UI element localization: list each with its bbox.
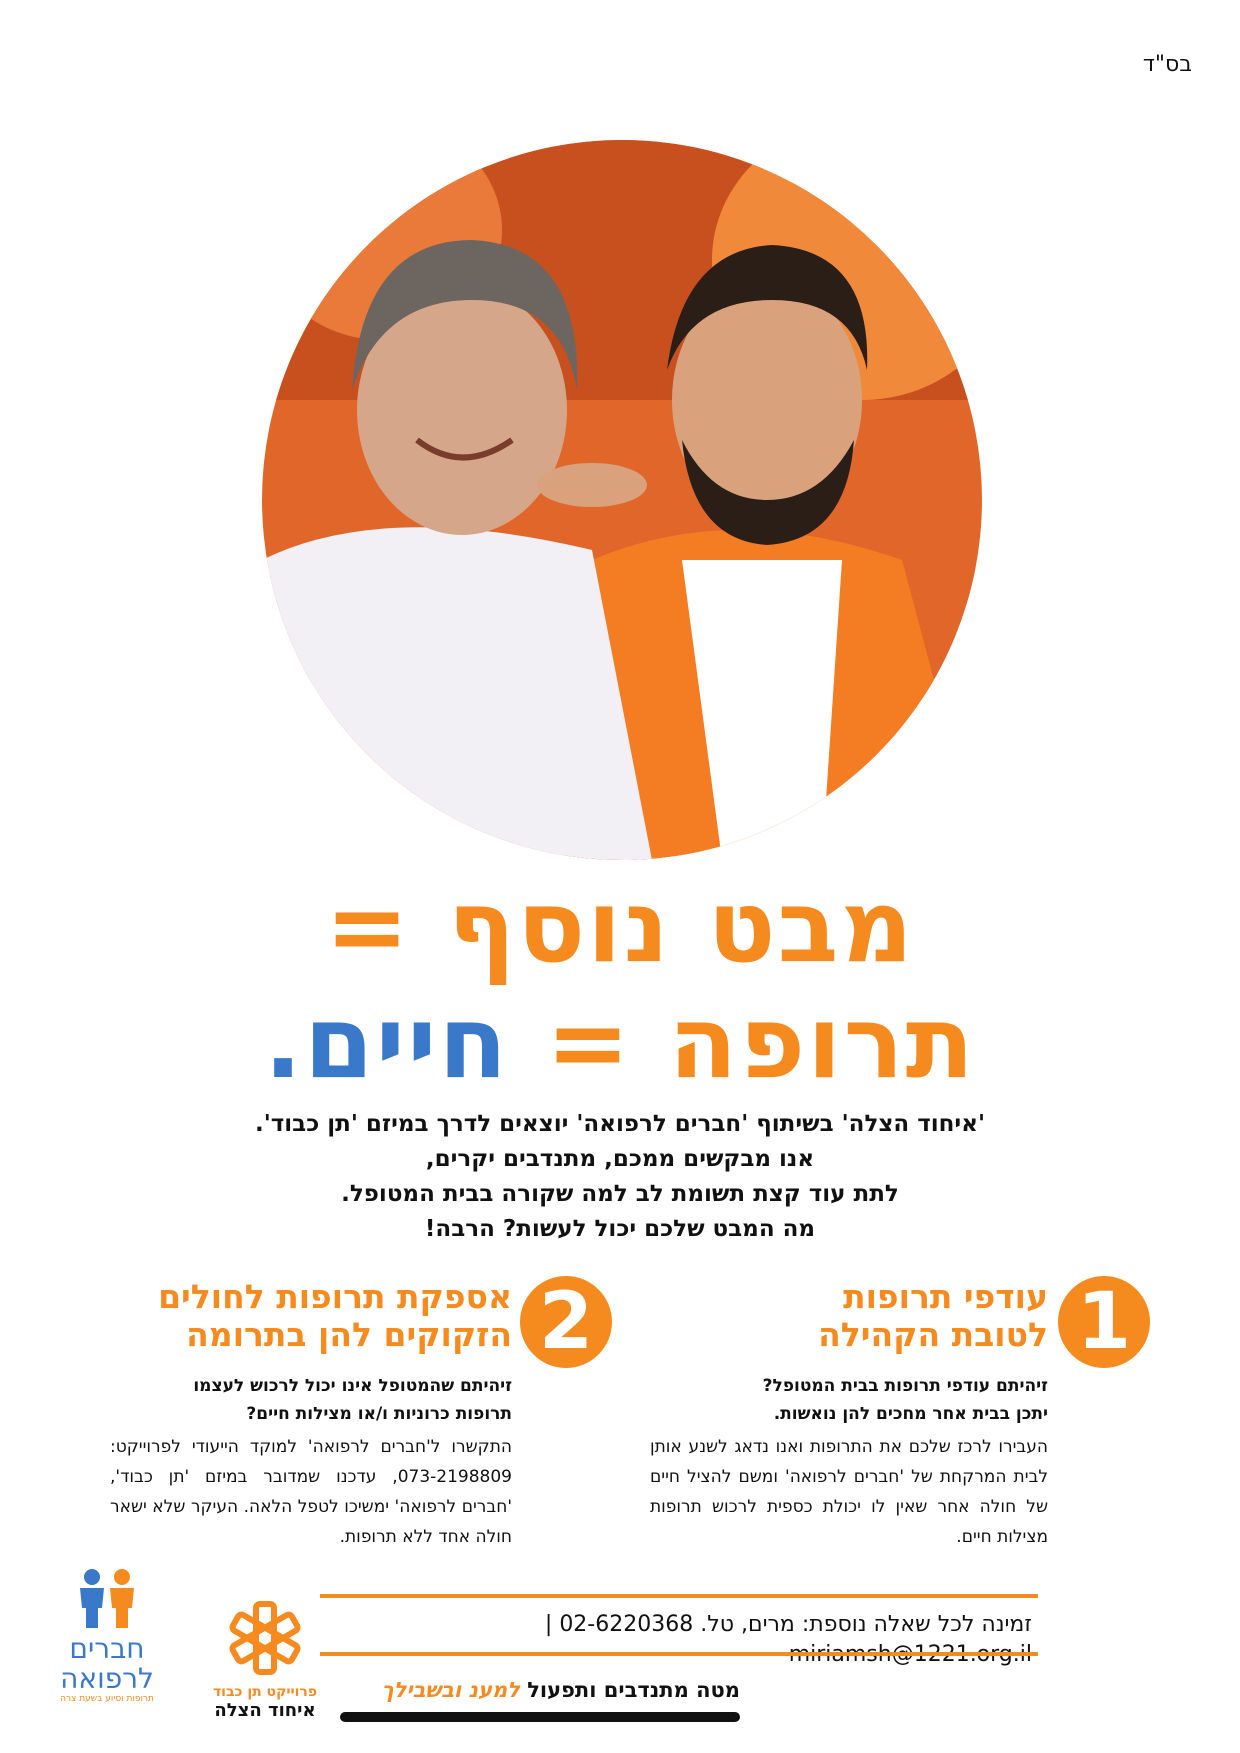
tagline xyxy=(360,1678,740,1702)
logo-org-name: איחוד הצלה xyxy=(214,1700,316,1721)
headline-life: חיים. xyxy=(264,984,510,1101)
star-of-life-icon xyxy=(210,1600,320,1680)
header-mark: בס"ד xyxy=(1142,52,1192,77)
section2-body: התקשרו ל'חברים לרפואה' למוקד הייעודי לפרוייקט: 073-2198809, עדכנו שמדובר במיזם 'תן כבוד', 'חברים לרפואה' ימשיכו לטפל הלאה. העיקר שלא ישאר חולה אחד ללא תרופות. xyxy=(110,1437,512,1547)
section2-title-line: אספקת תרופות לחולים xyxy=(158,1277,512,1316)
logo-project-name: פרוייקט תן כבוד xyxy=(212,1684,318,1700)
ichud-hatzala-logo xyxy=(210,1600,320,1721)
section2-question: זיהיתם שהמטופל אינו יכול לרכוש לעצמו xyxy=(193,1376,512,1396)
tagline-highlight: למענ ובשבילך xyxy=(381,1678,520,1702)
section1-number-badge: 1 xyxy=(1058,1276,1150,1368)
tagline-prefix: מטה מתנדבים ותפעול xyxy=(527,1678,740,1702)
section1-title-line: עודפי תרופות xyxy=(843,1277,1048,1316)
volunteers-photo xyxy=(262,140,982,860)
intro-line: 'איחוד הצלה' בשיתוף 'חברים לרפואה' יוצאים לדרך במיזם 'תן כבוד'. xyxy=(254,1111,985,1137)
section1-title xyxy=(700,1278,1048,1354)
logo-left-line1: חברים xyxy=(69,1632,145,1665)
intro-line: לתת עוד קצת תשומת לב למה שקורה בבית המטופל. xyxy=(341,1181,899,1207)
intro-line: מה המבט שלכם יכול לעשות? הרבה! xyxy=(424,1216,816,1242)
section2-title xyxy=(110,1278,512,1354)
contact-rule-bottom xyxy=(320,1652,1038,1656)
section1-question: זיהיתם עודפי תרופות בבית המטופל? xyxy=(762,1376,1048,1396)
logo-left-line2: לרפואה xyxy=(60,1662,154,1695)
logo-left-line3: תרופות וסיוע בשעת צרה xyxy=(60,1694,154,1704)
section1-question: יתכן בבית אחר מחכים להן נואשות. xyxy=(773,1404,1048,1424)
section2-title-line: הזקוקים להן בתרומה xyxy=(186,1315,512,1354)
headline-line1: מבט נוסף = xyxy=(325,868,915,985)
section2-number-badge: 2 xyxy=(520,1276,612,1368)
section1-title-line: לטובת הקהילה xyxy=(818,1315,1048,1354)
people-icon xyxy=(52,1568,162,1630)
section2-question: תרופות כרוניות ו/או מצילות חיים? xyxy=(246,1404,512,1424)
section2-content xyxy=(110,1372,512,1552)
intro-line: אנו מבקשים ממכם, מתנדבים יקרים, xyxy=(425,1146,815,1172)
contact-rule-top xyxy=(320,1594,1038,1598)
chaverim-lerefua-logo xyxy=(52,1568,162,1704)
intro-text xyxy=(170,1107,1070,1247)
contact-line: זמינה לכל שאלה נוספת: מרים, טל. 02-6220368 | xyxy=(544,1612,1032,1637)
section1-content xyxy=(650,1372,1048,1552)
brush-stroke xyxy=(340,1712,740,1722)
section1-body: העבירו לרכז שלכם את התרופות ואנו נדאג לשנע אותן לבית המרקחת של 'חברים לרפואה' ומשם להציל חיים של חולה אחר שאין לו יכולת כספית לרכוש תרופות מצילות חיים. xyxy=(650,1437,1048,1547)
headline-line2 xyxy=(0,984,1240,1101)
headline-medicine: תרופה = xyxy=(509,984,976,1101)
